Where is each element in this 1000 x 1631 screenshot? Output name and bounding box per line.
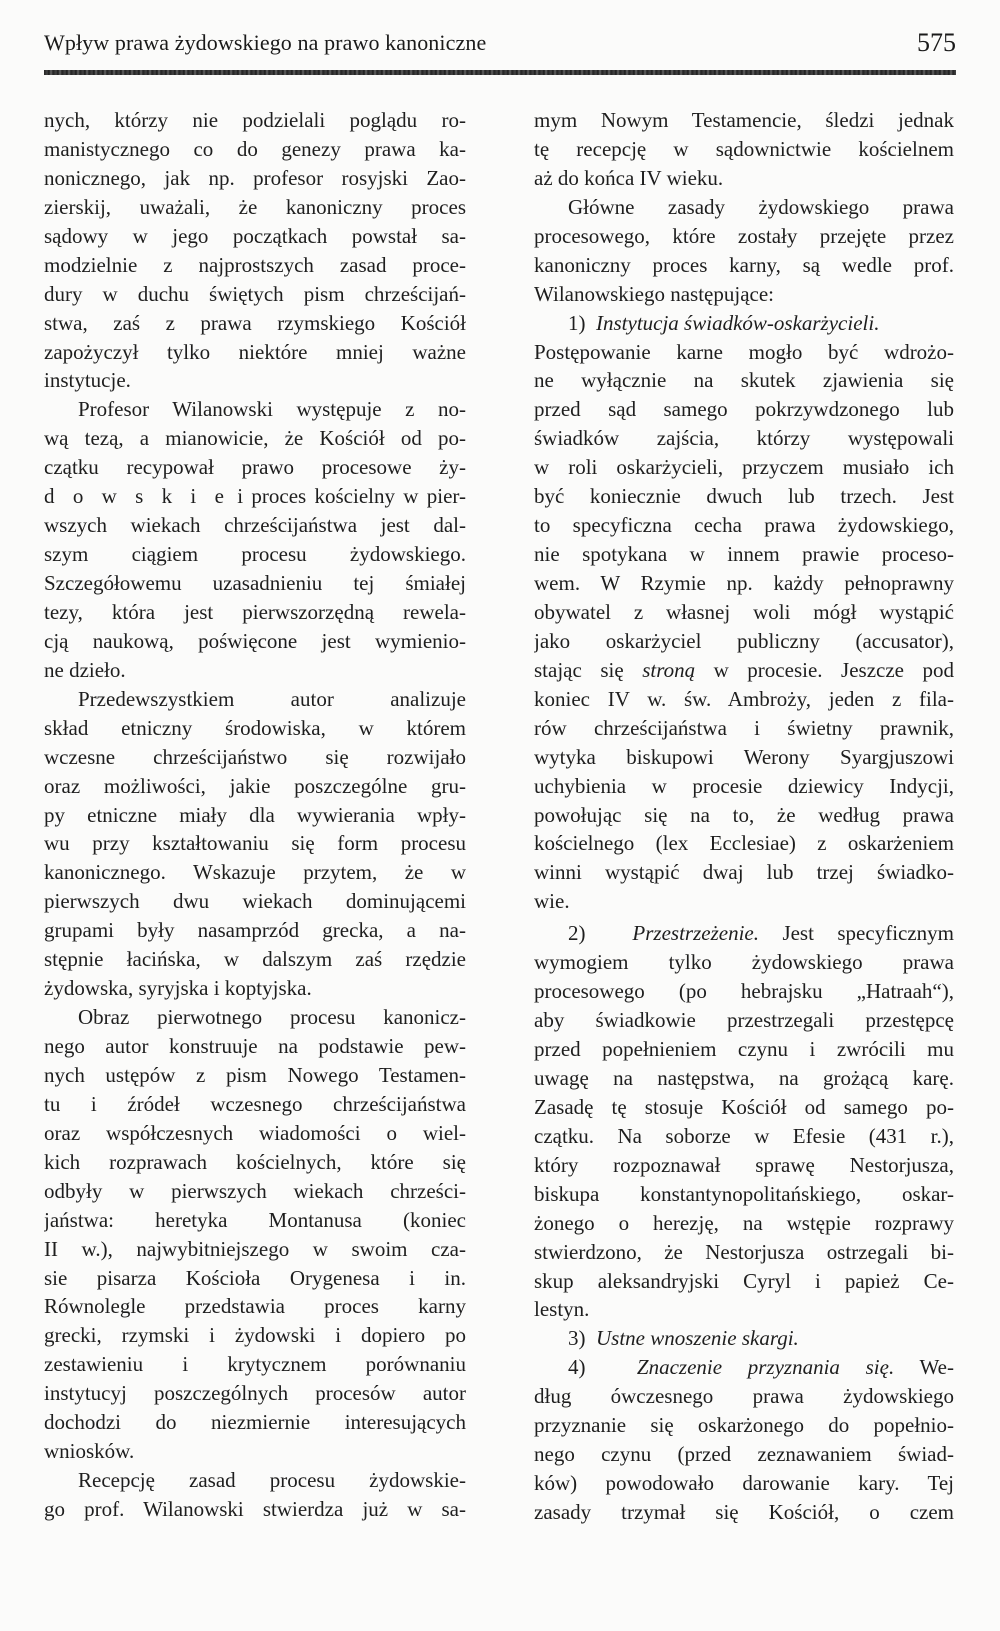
text-line: pierwszych dwu wiekach dominującemi [44,889,466,914]
text-line: II w.), najwybitniejszego w swoim cza- [44,1236,466,1261]
text-line: aby świadkowie przestrzegali przestępcę [534,1008,954,1033]
spaced-emphasis: d o w s k i e [44,484,229,509]
text-line: py etniczne miały dla wywierania wpły- [44,802,466,827]
page-number: 575 [917,28,956,57]
paragraph-start-line: Obraz pierwotnego procesu kanonicz- [78,1005,466,1030]
text-line: zierskij, uważali, że kanoniczny proces [44,194,466,219]
text-line: stępnie łacińska, w dalszym zaś rzędzie [44,947,466,972]
text-line: Równolegle przedstawia proces karny [44,1294,466,1319]
text-line: lestyn. [534,1297,590,1322]
text-line: manistycznego co do genezy prawa ka- [44,136,466,161]
running-header [44,30,956,64]
numbered-item-heading [534,309,954,338]
text-line: procesowego (po hebrajsku „Hatraah“), [534,979,954,1004]
text-line: Zasadę tę stosuje Kościół od samego po- [534,1094,954,1119]
text-line: kanoniczny proces karny, są wedle prof. [534,252,954,277]
paragraph-start-line: Główne zasady żydowskiego prawa [568,194,954,219]
numbered-item-heading: 4) Znaczenie przyznania się. We- [568,1355,954,1380]
text-line: Wilanowskiego następujące: [534,281,774,306]
text-line: instytucje. [44,368,131,393]
text-line: go prof. Wilanowski stwierdza już w sa- [44,1497,466,1521]
text-line: dochodzi do niezmiernie interesujących [44,1410,466,1435]
text-line: skup aleksandryjski Cyryl i papież Ce- [534,1268,954,1293]
numbered-item-heading [534,1324,954,1353]
text-line: cją naukową, poświęcone jest wymienio- [44,628,466,653]
text-line: wytyka biskupowi Werony Syargjuszowi [534,744,954,769]
text-line: kich rozprawach kościelnych, które się [44,1149,466,1174]
text-line: stwierdzono, że Nestorjusza ostrzegali bi- [534,1239,954,1264]
text-line: szym ciągiem procesu żydowskiego. [44,542,466,567]
text-line: kanonicznego. Wskazuje przytem, że w [44,860,466,885]
item-number: 3) [568,1326,586,1351]
text-line: kościelnego (lex Ecclesiae) z oskarżeniem [534,831,954,856]
text-line: wniosków. [44,1439,135,1464]
italic-emphasis: stroną [642,657,696,682]
text-line: dury w duchu świętych pism chrześcijań- [44,281,466,306]
item-title: Przestrzeżenie. [632,921,759,946]
text-line: odbyły w pierwszych wiekach chrześci- [44,1178,466,1203]
text-line: stwa, zaś z prawa rzymskiego Kościół [44,310,466,335]
text-line: dług ówczesnego prawa żydowskiego [534,1384,954,1409]
text-line: grupami były nasamprzód grecka, a na- [44,918,466,943]
text-line-spaced: d o w s k i e i proces kościelny w pier- [44,484,466,509]
text-line: tu i źródeł wczesnego chrześcijaństwa [44,1091,466,1116]
text-line: który rozpoznawał sprawę Nestorjusza, [534,1152,954,1177]
text-line: żonego o herezję, na wstępie rozprawy [534,1210,954,1235]
text-line: wem. W Rzymie np. każdy pełnoprawny [534,571,954,595]
text-line: rów chrześcijaństwa i świetny prawnik, [534,715,954,740]
text-line: tezy, która jest pierwszorzędną rewela- [44,599,466,624]
text-line: nie spotykana w innem prawie proceso- [534,542,954,567]
text-line: winni wystąpić dwaj lub trzej świadko- [534,860,954,885]
text-line: ne dzieło. [44,657,126,682]
right-column [534,106,954,1527]
text-line: procesowego, które zostały przejęte przez [534,223,954,248]
text-line: mym Nowym Testamencie, śledzi jednak [534,108,954,132]
text-line: biskupa konstantynopolitańskiego, oskar- [534,1181,954,1206]
paragraph-start-line: Profesor Wilanowski występuje z no- [78,397,466,422]
text-line: nych, którzy nie podzielali poglądu ro- [44,108,466,132]
text-line: przed popełnieniem czynu i zwrócili mu [534,1037,954,1061]
text-line: przed sąd samego pokrzywdzonego lub [534,397,954,422]
item-title: Ustne wnoszenie skargi. [596,1326,799,1351]
text-line: czątku recypował prawo procesowe ży- [44,455,466,480]
text-line: żydowska, syryjska i koptyjska. [44,976,312,1001]
text-line: czątku. Na soborze w Efesie (431 r.), [534,1123,954,1148]
item-number: 4) [568,1355,586,1380]
text-line: oraz możliwości, jakie poszczególne gru- [44,773,466,798]
text-line: jaństwa: heretyka Montanusa (koniec [44,1207,466,1232]
item-title: Instytucja świadków-oskarżycieli. [596,310,880,335]
text-line: obywatel z własnej woli mógł wystąpić [534,599,954,624]
paragraph-start-line: Recepcję zasad procesu żydowskie- [78,1468,466,1493]
text-line: wą tezą, a mianowicie, że Kościół od po- [44,426,466,451]
text-line: powołując się na to, że według prawa [534,802,954,827]
text-line: przyznanie się oskarżonego do popełnio- [534,1413,954,1438]
text-line: uchybienia w procesie dziewicy Indycji, [534,773,954,798]
running-title: Wpływ prawa żydowskiego na prawo kanoniczne [44,30,487,55]
text-line: wymogiem tylko żydowskiego prawa [534,950,954,975]
left-column [44,106,466,1524]
text-line: zestawieniu i krytycznem porównaniu [44,1352,466,1377]
text-line: zapożyczył tylko niektóre mniej ważne [44,339,466,364]
text-line: skład etniczny środowiska, w którem [44,715,466,740]
text-line: instytucyj poszczególnych procesów autor [44,1381,466,1406]
item-number: 1) [568,310,586,335]
text-line: w roli oskarżycieli, przyczem musiało ich [534,455,954,480]
text-line: oraz współczesnych wiadomości o wiel- [44,1120,466,1145]
text-line: aż do końca IV wieku. [534,165,724,190]
text-line: wczesne chrześcijaństwo się rozwijało [44,744,466,769]
text-line: uwagę na następstwa, na grożącą karę. [534,1065,954,1090]
text-line: nych ustępów z pism Nowego Testamen- [44,1062,466,1087]
text-line: zasady trzymał się Kościół, o czem [534,1500,954,1524]
text-line: nonicznego, jak np. profesor rosyjski Zao- [44,165,466,190]
text-line: wszych wiekach chrześcijaństwa jest dal- [44,513,466,538]
numbered-item-heading: 2) Przestrzeżenie. Jest specyficznym [568,921,954,946]
paragraph-start-line: Przedewszystkiem autor analizuje [78,686,466,711]
text-line: grecki, rzymski i żydowski i dopiero po [44,1323,466,1348]
text-line: świadków zajścia, którzy występowali [534,426,954,451]
text-line: nego czynu (przed zeznawaniem świad- [534,1442,954,1467]
item-number: 2) [568,921,586,946]
text-line: koniec IV w. św. Ambroży, jeden z fila- [534,686,954,711]
item-title: Znaczenie przyznania się. [636,1355,895,1380]
text-line: wu przy kształtowaniu się form procesu [44,831,466,856]
text-line: ne wyłącznie na skutek zjawienia się [534,368,954,393]
text-line: Szczegółowemu uzasadnieniu tej śmiałej [44,571,466,595]
text-line: jako oskarżyciel publiczny (accusator), [534,628,954,653]
text-line: nego autor konstruuje na podstawie pew- [44,1034,466,1058]
text-line-italic-fragment: stając się stroną w procesie. Jeszcze pod [534,657,954,682]
text-line: modzielnie z najprostszych zasad proce- [44,252,466,277]
text-line: sądowy w jego początkach powstał sa- [44,223,466,248]
text-line: być koniecznie dwuch lub trzech. Jest [534,484,954,509]
text-line: wie. [534,889,570,914]
text-line: sie pisarza Kościoła Orygenesa i in. [44,1265,466,1290]
header-rule-divider [44,70,956,75]
text-line: to specyficzna cecha prawa żydowskiego, [534,513,954,538]
text-line: ków) powodowało darowanie kary. Tej [534,1471,954,1496]
text-line: Postępowanie karne mogło być wdrożo- [534,339,954,364]
text-line: tę recepcję w sądownictwie kościelnem [534,136,954,161]
